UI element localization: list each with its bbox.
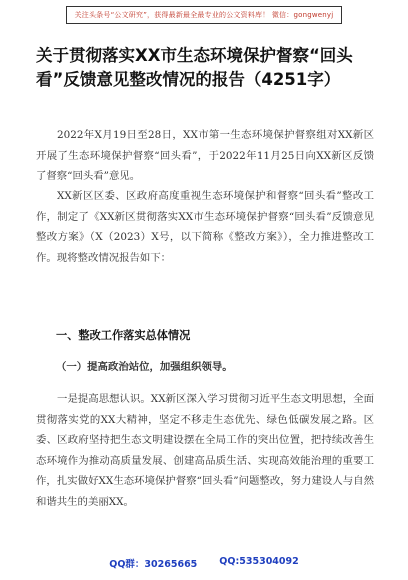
footer-qq: QQ:535304092 — [219, 556, 299, 567]
section-heading-overall: 一、整改工作落实总体情况 — [56, 329, 191, 342]
paragraph-awareness — [36, 389, 374, 512]
footer-qq-group: QQ群：30265665 — [109, 559, 198, 570]
footer-contact — [0, 556, 408, 574]
paragraph-measures-text: XX新区区委、区政府高度重视生态环境保护和督察“回头看”整改工作，制定了《XX新区贯彻落实XX市生态环境保护督察“回头看”反馈意见整改方案》（X（2023）X号，以下简称《整改方案》），全力推进整改工作。现将整改情况报告如下： — [36, 190, 374, 264]
paragraph-awareness-text: 一是提高思想认识。XX新区深入学习贯彻习近平生态文明思想，全面贯彻落实党的XX大精神，坚定不移走生态优先、绿色低碳发展之路。区委、区政府坚持把生态文明建设摆在全局工作的突出位置，把持续改善生态环境作为推动高质量发展、创建高品质生活、实现高效能治理的重要工作，扎实做好XX生态环境保护督察“回头看”问题整改，努力建设人与自然和谐共生的美丽XX。 — [36, 393, 374, 508]
document-title: 关于贯彻落实XX市生态环境保护督察“回头看”反馈意见整改情况的报告（4251字） — [36, 46, 353, 89]
paragraph-intro — [36, 125, 374, 187]
subsection-heading-political: （一）提高政治站位，加强组织领导。 — [56, 361, 233, 373]
paragraph-intro-text: 2022年X月19日至28日，XX市第一生态环境保护督察组对XX新区开展了生态环境保护督察“回头看”，于2022年11月25日向XX新区反馈了督察“回头看”意见。 — [36, 129, 374, 182]
paragraph-measures — [36, 186, 374, 268]
promo-banner-text: 关注头条号“公文研究”，获得最新最全最专业的公文资料库！ 微信：gongwenyj — [66, 6, 343, 24]
top-banner — [0, 0, 408, 30]
